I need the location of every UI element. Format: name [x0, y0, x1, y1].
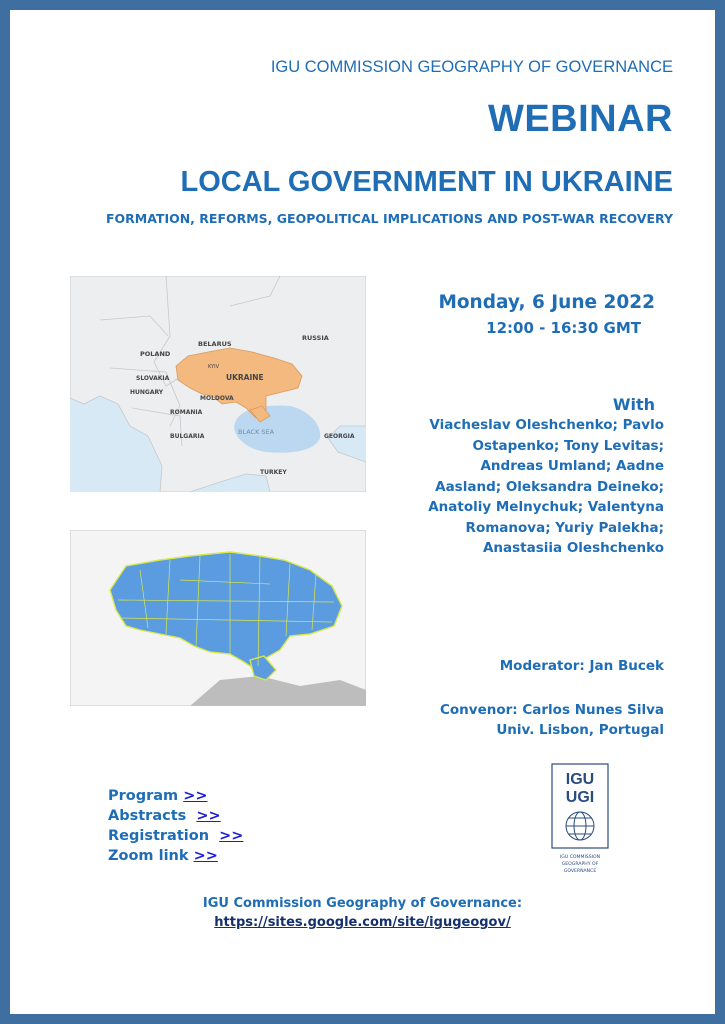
label-ukraine: UKRAINE: [226, 373, 264, 382]
label-poland: POLAND: [140, 350, 171, 358]
event-time: 12:00 - 16:30 GMT: [486, 319, 641, 337]
event-date: Monday, 6 June 2022: [438, 292, 655, 313]
zoom-link[interactable]: >>: [193, 848, 218, 864]
footer-commission: IGU Commission Geography of Governance:: [202, 896, 523, 911]
speakers-line: Viacheslav Oleshchenko; Pavlo: [429, 417, 664, 433]
page-subtitle: FORMATION, REFORMS, GEOPOLITICAL IMPLICATIONS AND POST-WAR RECOVERY: [105, 211, 673, 226]
registration-link-row: [108, 826, 243, 846]
program-label: Program: [108, 788, 184, 804]
zoom-label: Zoom link: [108, 848, 194, 864]
program-link-row: [108, 786, 243, 806]
label-black-sea: BLACK SEA: [238, 428, 275, 436]
speakers-line: Ostapenko; Tony Levitas;: [472, 437, 664, 454]
zoom-link-row: [108, 846, 243, 866]
commission-heading: IGU COMMISSION GEOGRAPHY OF GOVERNANCE: [270, 58, 673, 76]
abstracts-link-row: [108, 806, 243, 826]
logo-caption-3: GOVERNANCE: [563, 869, 597, 874]
label-slovakia: SLOVAKIA: [136, 375, 170, 382]
logo-ugi: UGI: [565, 789, 595, 806]
footer: [10, 894, 715, 932]
label-turkey: TURKEY: [260, 469, 287, 476]
logo-caption-1: IGU COMMISSION: [559, 855, 601, 860]
logo-caption-2: GEOGRAPHY OF: [561, 862, 599, 867]
label-hungary: HUNGARY: [130, 389, 164, 396]
label-romania: ROMANIA: [170, 409, 203, 416]
moderator: Moderator: Jan Bucek: [499, 658, 664, 674]
label-belarus: BELARUS: [198, 340, 232, 348]
convenor: [440, 700, 664, 740]
igu-logo: [548, 762, 612, 880]
website-link[interactable]: https://sites.google.com/site/igugeogov/: [214, 915, 511, 930]
program-link[interactable]: >>: [183, 788, 208, 804]
abstracts-link[interactable]: >>: [196, 808, 221, 824]
label-georgia: GEORGIA: [324, 433, 355, 440]
speakers-line: Aasland; Oleksandra Deineko;: [435, 478, 664, 495]
convenor-name: Convenor: Carlos Nunes Silva: [439, 702, 664, 718]
region-map: [70, 276, 366, 492]
label-bulgaria: BULGARIA: [170, 433, 205, 440]
speakers-line: Andreas Umland; Aadne: [480, 458, 664, 474]
convenor-affiliation: Univ. Lisbon, Portugal: [496, 722, 664, 738]
speakers-list: [384, 415, 664, 559]
webinar-heading: WEBINAR: [487, 98, 673, 140]
logo-igu: IGU: [565, 771, 595, 788]
registration-label: Registration: [108, 828, 220, 844]
speakers-line: Romanova; Yuriy Palekha;: [465, 519, 664, 536]
speakers-line: Anastasiia Oleshchenko: [482, 540, 664, 556]
globe-icon: [566, 812, 594, 840]
abstracts-label: Abstracts: [108, 808, 197, 824]
registration-link[interactable]: >>: [219, 828, 244, 844]
resource-links: [108, 786, 243, 866]
speakers-line: Anatoliy Melnychuk; Valentyna: [428, 499, 664, 515]
label-moldova: MOLDOVA: [200, 395, 234, 402]
label-kyiv: KYIV: [208, 364, 220, 370]
poster-page: [10, 10, 715, 1014]
label-russia: RUSSIA: [302, 334, 329, 342]
ukraine-regions-map: [70, 530, 366, 706]
page-title: LOCAL GOVERNMENT IN UKRAINE: [180, 166, 673, 198]
speakers-label: With: [612, 395, 655, 414]
